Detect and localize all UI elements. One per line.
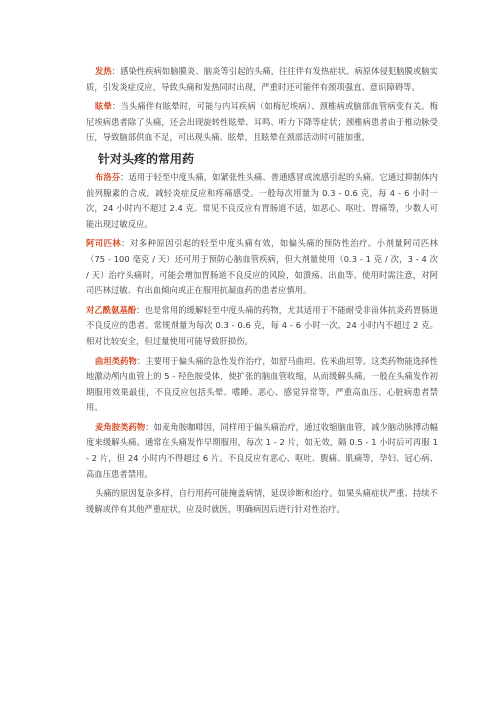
drug-triptans [86, 354, 438, 416]
paragraph-text: ：也是常用的缓解轻至中度头痛的药物，尤其适用于不能耐受非甾体抗炎药胃肠道不良反应的患者。常规剂量为每次 0.3 - 0.6 克，每 4 - 6 小时一次，24 小时内不超过 2 克。相对比较安全，但过量使用可能导致肝损伤。 [86, 304, 438, 346]
drug-acetaminophen [86, 303, 438, 350]
drug-ergotamines [86, 420, 438, 482]
symptom-fever [86, 64, 438, 95]
paragraph-text: ：如麦角胺咖啡因，同样用于偏头痛治疗，通过收缩脑血管，减少脑动脉搏动幅度来缓解头痛。通常在头痛发作早期服用，每次 1 - 2 片，如无效，隔 0.5 - 1 小时后可再服 1 - 2 片，但 24 小时内不得超过 6 片。不良反应有恶心、呕吐、腹痛、肌痛等，孕妇、冠心病、高血压患者禁用。 [86, 421, 438, 479]
drug-ibuprofen [86, 170, 438, 232]
document-page [86, 64, 438, 521]
term-label: 麦角胺类药物 [95, 421, 146, 432]
paragraph-text: ：对多种原因引起的轻至中度头痛有效，如偏头痛的预防性治疗。小剂量阿司匹林（75 - 100 毫克 / 天）还可用于预防心脑血管疾病，但大剂量使用（0.3 - 1 克 / 次，3 - 4 次 / 天）治疗头痛时，可能会增加胃肠道不良反应的风险，如溃疡、出血等。使用时需注意，对阿司匹林过敏、有出血倾向或正在服用抗凝血药的患者应慎用。 [86, 238, 438, 296]
section-title: 针对头疼的常用药 [98, 151, 195, 166]
term-label: 发热 [95, 66, 112, 76]
term-label: 布洛芬 [95, 171, 121, 182]
paragraph-text: ：当头痛伴有眩晕时，可能与内耳疾病（如梅尼埃病）、颈椎病或脑部血管病变有关。梅尼埃病患者除了头痛，还会出现旋转性眩晕、耳鸣、听力下降等症状；颈椎病患者由于椎动脉受压，导致脑部供血不足，可出现头痛、眩晕，且眩晕在颈部活动时可能加重。 [86, 101, 438, 143]
paragraph-text: ：适用于轻至中度头痛，如紧张性头痛、普通感冒或流感引起的头痛。它通过抑制体内前列腺素的合成，减轻炎症反应和疼痛感受。一般每次用量为 0.3 - 0.6 克，每 4 - 6 小时一次，24 小时内不超过 2.4 克。常见不良反应有胃肠道不适，如恶心、呕吐、胃痛等，少数人可能出现过敏反应。 [86, 171, 439, 229]
term-label: 眩晕 [95, 101, 112, 112]
closing-paragraph: 头痛的原因复杂多样，自行用药可能掩盖病情，延误诊断和治疗。如果头痛症状严重、持续不缓解或伴有其他严重症状，应及时就医，明确病因后进行针对性治疗。 [86, 488, 438, 514]
term-label: 阿司匹林 [86, 238, 122, 249]
term-label: 曲坦类药物 [95, 355, 137, 366]
paragraph-text: ：主要用于偏头痛的急性发作治疗，如舒马曲坦、佐米曲坦等。这类药物能选择性地激动颅内血管上的 5 - 羟色胺受体，使扩张的脑血管收缩，从而缓解头痛。一般在头痛发作初期服用效果最佳，不良反应包括头晕、嗜睡、恶心、感觉异常等，严重高血压、心脏病患者禁用。 [86, 355, 438, 413]
symptom-dizziness [86, 99, 438, 146]
drug-aspirin [86, 236, 438, 298]
term-label: 对乙酰氨基酚 [86, 304, 137, 315]
paragraph-text: ：感染性疾病如脑膜炎、脑炎等引起的头痛，往往伴有发热症状。病原体侵犯脑膜或脑实质，引发炎症反应，导致头痛和发热同时出现，严重时还可能伴有颈项强直、意识障碍等。 [86, 66, 438, 92]
